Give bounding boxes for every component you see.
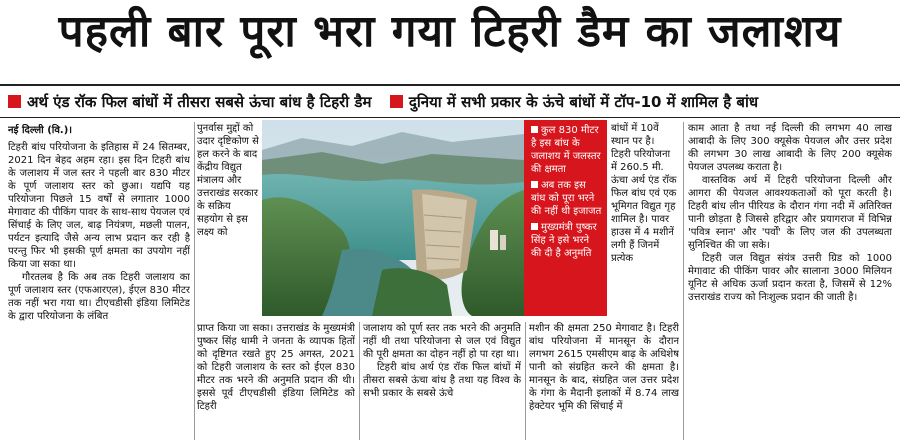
- column-divider: [359, 322, 360, 440]
- dateline: नई दिल्ली (वि.)।: [8, 125, 73, 136]
- article-column-2-bottom: [197, 322, 355, 442]
- subhead-rule: [0, 117, 900, 118]
- red-square-bullet: [8, 95, 21, 108]
- column-divider: [683, 122, 684, 440]
- subheadline-bar: [8, 88, 896, 116]
- article-paragraph: पुनर्वास मुद्दों को उदार दृष्टिकोण से हल करने के बाद केंद्रीय विद्युत मंत्रालय और उत्तराखंड सरकार के सक्रिय सहयोग से इस लक्ष्य को: [197, 123, 259, 238]
- article-paragraph: गौरतलब है कि अब तक टिहरी जलाशय का पूर्ण जलाशय स्तर (एफआरएल), ईएल 830 मीटर तक नहीं भरा गया था। टीएचडीसी इंडिया लिमिटेड के द्वारा परियोजना के लंबित: [8, 272, 190, 322]
- article-paragraph: बांधों में 10वें स्थान पर है। टिहरी परियोजना में 260.5 मी. ऊंचा अर्थ एंड रॉक फिल बांध एवं एक भूमिगत विद्युत गृह शामिल है। पावर हाउस में 4 मशीनें लगी हैं जिनमें प्रत्येक: [611, 123, 677, 264]
- white-square-bullet: [531, 126, 538, 133]
- article-paragraph: प्राप्त किया जा सका। उत्तराखंड के मुख्यमंत्री पुष्कर सिंह धामी ने जनता के व्यापक हितों को दृष्टिगत रखते हुए 25 अगस्त, 2021 को टिहरी जलाशय के स्तर को ईएल 830 मीटर तक भरने की अनुमति प्रदान की थी। इससे पूर्व टीएचडीसी इंडिया लिमिटेड को टिहरी: [197, 323, 355, 412]
- article-column-5: [688, 122, 892, 442]
- white-square-bullet: [531, 223, 538, 230]
- top-rule: [0, 84, 900, 86]
- subheadline-1: अर्थ एंड रॉक फिल बांधों में तीसरा सबसे ऊंचा बांध है टिहरी डैम: [27, 93, 372, 111]
- article-paragraph: जलाशय को पूर्ण स्तर तक भरने की अनुमति नहीं थी तथा परियोजना से जल एवं विद्युत की पूरी क्षमता का दोहन नहीं हो पा रहा था।: [363, 323, 521, 360]
- article-column-2-top: [197, 122, 259, 318]
- white-square-bullet: [531, 181, 538, 188]
- subheadline-2: दुनिया में सभी प्रकार के ऊंचे बांधों में टॉप-10 में शामिल है बांध: [408, 93, 759, 111]
- highlight-item: अब तक इस बांध को पूरा भरने की नहीं थी इजाजत: [531, 180, 602, 217]
- highlight-item: मुख्यमंत्री पुष्कर सिंह ने इसे भरने की दी है अनुमति: [531, 222, 597, 259]
- article-paragraph: टिहरी बांध परियोजना के इतिहास में 24 सितम्बर, 2021 दिन बेहद अहम रहा। इस दिन टिहरी बांध के जलाशय में जल स्तर ने पहली बार 830 मीटर के पूर्ण जलाशय स्तर को छुआ। यद्यपि यह परियोजना पिछले 15 वर्षों से लगातार 1000 मेगावाट की पीकिंग पावर के साथ-साथ पेयजल एवं सिंचाई के लिए जल, बाढ़ नियंत्रण, मछली पालन, पर्यटन इत्यादि जैसे अन्य लाभ प्रदान कर रही है परन्तु फिर भी इसकी पूर्ण क्षमता का उपयोग नहीं किया जा सका था।: [8, 142, 190, 270]
- highlights-box: [524, 120, 607, 316]
- article-column-3-bottom: [363, 322, 521, 442]
- article-paragraph: टिहरी बांध अर्थ एंड रॉक फिल बांधों में तीसरा सबसे ऊंचा बांध है तथा यह विश्व के सभी प्रकार के सबसे ऊंचे: [363, 362, 521, 399]
- highlight-item: कुल 830 मीटर है इस बांध के जलाशय में जलस्तर की क्षमता: [531, 125, 601, 175]
- headline: पहली बार पूरा भरा गया टिहरी डैम का जलाशय: [58, 6, 842, 57]
- article-column-4-top: [611, 122, 677, 318]
- article-paragraph: मशीन की क्षमता 250 मेगावाट है। टिहरी बांध परियोजना में मानसून के दौरान लगभग 2615 एमसीएम बाढ़ के अधिशेष पानी को संग्रहित करने की क्षमता है। मानसून के बाद, संग्रहित जल उत्तर प्रदेश के गंगा के मैदानी इलाकों में 8.74 लाख हेक्टेयर भूमि की सिंचाई में: [529, 323, 679, 412]
- column-divider: [525, 322, 526, 440]
- article-paragraph: काम आता है तथा नई दिल्ली की लगभग 40 लाख आबादी के लिए 300 क्यूसेक पेयजल और उत्तर प्रदेश की लगभग 30 लाख आबादी के लिए 200 क्यूसेक पेयजल उपलब्ध कराता है।: [688, 123, 892, 173]
- article-column-1: [8, 124, 190, 442]
- dam-photo: [262, 120, 524, 316]
- article-column-4-bottom: [529, 322, 679, 442]
- article-paragraph: टिहरी जल विद्युत संयंत्र उत्तरी ग्रिड को 1000 मेगावाट की पीकिंग पावर और सालाना 3000 मिलियन यूनिट से अधिक ऊर्जा प्रदान करता है, जिसमें से 12% उत्तराखंड राज्य को निःशुल्क प्रदान की जाती है।: [688, 253, 892, 303]
- tehri-dam-reservoir-image: [262, 120, 524, 316]
- red-square-bullet: [390, 95, 403, 108]
- column-divider: [194, 122, 195, 440]
- article-paragraph: वास्तविक अर्थ में टिहरी परियोजना दिल्ली और आगरा की पेयजल आवश्यकताओं को पूरा करती है। टिहरी बांध लीन पीरियड के दौरान गंगा नदी में अतिरिक्त पानी छोड़ता है जिससे हरिद्वार और प्रयागराज में विभिन्न 'पवित्र स्नान' और 'पर्वों' के लिए जल की उपलब्धता सुनिश्चित की जा सके।: [688, 175, 892, 251]
